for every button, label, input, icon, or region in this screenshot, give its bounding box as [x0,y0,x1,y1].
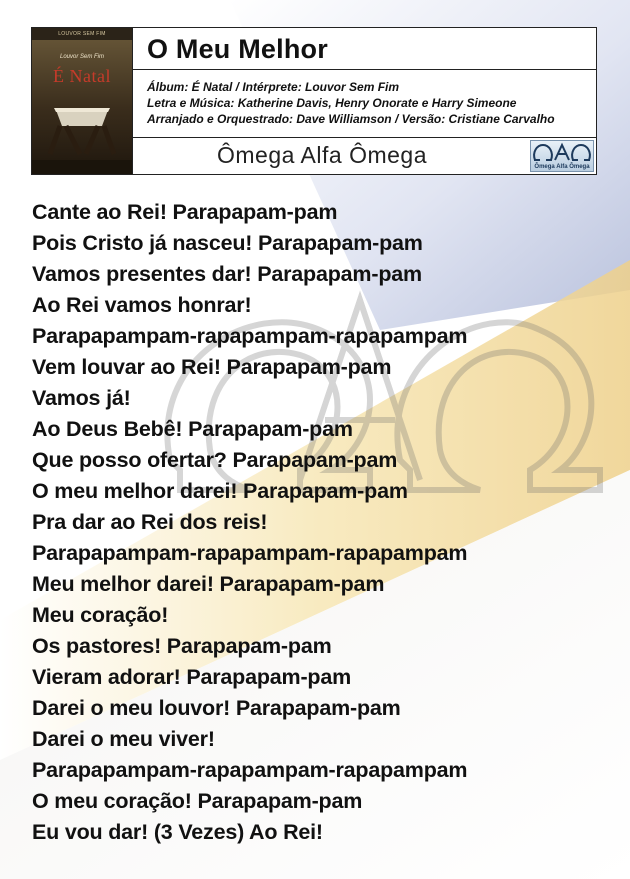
arrangement-credit: Arranjado e Orquestrado: Dave Williamson / Versão: Cristiane Carvalho [147,112,555,126]
lyric-line: Parapapampam-rapapampam-rapapampam [32,541,468,565]
lyric-line: O meu melhor darei! Parapapam-pam [32,479,408,503]
song-title: O Meu Melhor [147,34,328,64]
lyrics-credit: Letra e Música: Katherine Davis, Henry Onorate e Harry Simeone [147,96,517,110]
song-credits [133,70,596,138]
lyric-line: Os pastores! Parapapam-pam [32,634,332,658]
lyric-line: Vieram adorar! Parapapam-pam [32,665,352,689]
lyric-line: Darei o meu louvor! Parapapam-pam [32,696,401,720]
lyric-line: Pois Cristo já nasceu! Parapapam-pam [32,231,423,255]
cover-title: É Natal [53,66,111,86]
publisher-name: Ômega Alfa Ômega [217,142,427,168]
title-row [133,28,596,70]
lyric-line: Vem louvar ao Rei! Parapapam-pam [32,355,392,379]
cover-footer [32,160,132,174]
lyric-line: Parapapampam-rapapampam-rapapampam [32,324,468,348]
lyric-line: Ao Deus Bebê! Parapapam-pam [32,417,353,441]
publisher-row [133,138,596,174]
lyric-line: O meu coração! Parapapam-pam [32,789,363,813]
lyric-line: Cante ao Rei! Parapapam-pam [32,200,338,224]
manger-icon [46,100,118,156]
lyric-line: Meu melhor darei! Parapapam-pam [32,572,385,596]
logo-glyphs-icon [531,142,593,164]
lyric-line: Parapapampam-rapapampam-rapapampam [32,758,468,782]
album-cover [32,28,133,174]
lyric-line: Ao Rei vamos honrar! [32,293,252,317]
lyric-line: Pra dar ao Rei dos reis! [32,510,268,534]
lyric-line: Meu coração! [32,603,169,627]
lyric-line: Eu vou dar! (3 Vezes) Ao Rei! [32,820,323,844]
logo-caption: Ômega Alfa Ômega [534,164,590,170]
song-header [31,27,597,175]
lyric-line: Que posso ofertar? Parapapam-pam [32,448,398,472]
omega-alpha-omega-logo-icon [530,140,594,172]
cover-top-text: LOUVOR SEM FIM [32,28,132,40]
lyric-line: Vamos presentes dar! Parapapam-pam [32,262,422,286]
album-credit: Álbum: É Natal / Intérprete: Louvor Sem Fim [147,80,400,94]
lyric-line: Darei o meu viver! [32,727,215,751]
lyrics-block [32,197,622,848]
song-info [133,28,596,174]
lyric-line: Vamos já! [32,386,131,410]
cover-artist: Louvor Sem Fim [59,54,104,60]
